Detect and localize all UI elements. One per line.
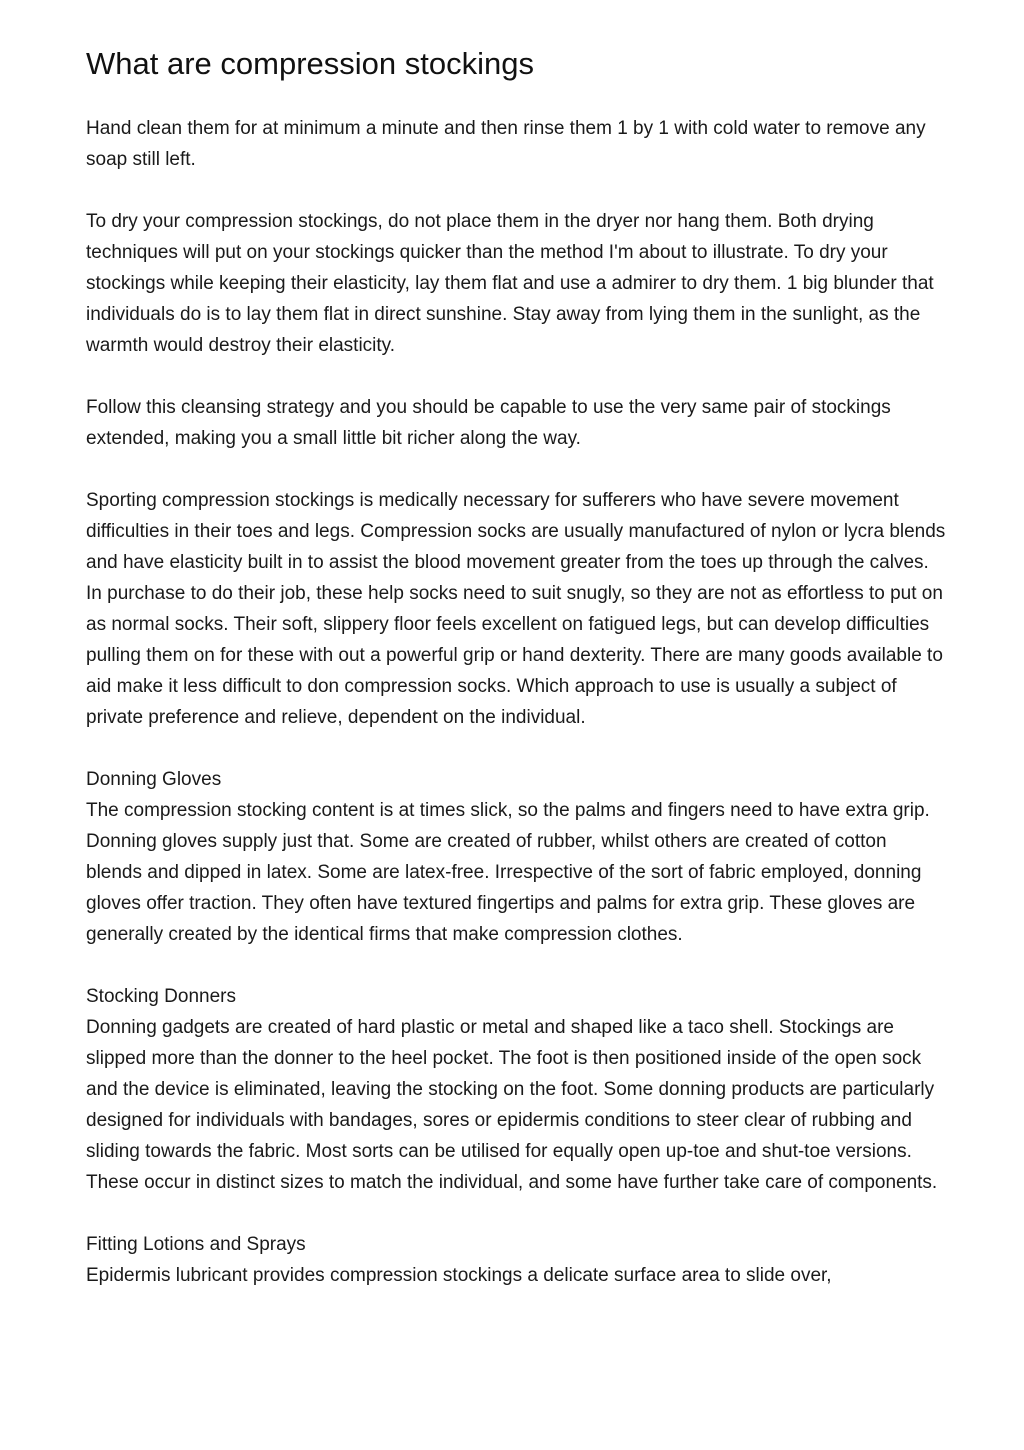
document-title: What are compression stockings [86,46,534,81]
section-heading-fitting-lotions: Fitting Lotions and Sprays [86,1234,306,1255]
section-heading-stocking-donners: Stocking Donners [86,986,236,1007]
section-donning-gloves [86,764,946,950]
section-text-fitting-lotions: Epidermis lubricant provides compression stockings a delicate surface area to slide over, [86,1265,832,1286]
section-stocking-donners [86,981,946,1198]
section-heading-donning-gloves: Donning Gloves [86,769,222,790]
section-fitting-lotions [86,1229,946,1291]
section-text-stocking-donners: Donning gadgets are created of hard plastic or metal and shaped like a taco shell. Stockings are slipped more than the donner to the heel pocket. The foot is then positioned inside of the open sock and the device is eliminated, leaving the stocking on the foot. Some donning products are particularly designed for individuals with bandages, sores or epidermis conditions to steer clear of rubbing and sliding towards the fabric. Most sorts can be utilised for equally open up-toe and shut-toe versions. These occur in distinct sizes to match the individual, and some have further take care of components. [86,1017,938,1193]
paragraph-cleansing-strategy: Follow this cleansing strategy and you should be capable to use the very same pair of stockings extended, making you a small little bit richer along the way. [86,397,891,449]
section-text-donning-gloves: The compression stocking content is at times slick, so the palms and fingers need to have extra grip. Donning gloves supply just that. Some are created of rubber, whilst others are created of cotton blends and dipped in latex. Some are latex-free. Irrespective of the sort of fabric employed, donning gloves offer traction. They often have textured fingertips and palms for extra grip. These gloves are generally created by the identical firms that make compression clothes. [86,800,930,945]
paragraph-hand-clean: Hand clean them for at minimum a minute and then rinse them 1 by 1 with cold water to remove any soap still left. [86,118,926,170]
paragraph-drying: To dry your compression stockings, do not place them in the dryer nor hang them. Both drying techniques will put on your stockings quicker than the method I'm about to illustrate. To dry your stockings while keeping their elasticity, lay them flat and use a admirer to dry them. 1 big blunder that individuals do is to lay them flat in direct sunshine. Stay away from lying them in the sunlight, as the warmth would destroy their elasticity. [86,211,934,356]
paragraph-sporting-stockings: Sporting compression stockings is medically necessary for sufferers who have severe movement difficulties in their toes and legs. Compression socks are usually manufactured of nylon or lycra blends and have elasticity built in to assist the blood movement greater from the toes up through the calves. In purchase to do their job, these help socks need to suit snugly, so they are not as effortless to put on as normal socks. Their soft, slippery floor feels excellent on fatigued legs, but can develop difficulties pulling them on for these with out a powerful grip or hand dexterity. There are many goods available to aid make it less difficult to don compression socks. Which approach to use is usually a subject of private preference and relieve, dependent on the individual. [86,490,946,728]
document-body [86,113,946,1291]
